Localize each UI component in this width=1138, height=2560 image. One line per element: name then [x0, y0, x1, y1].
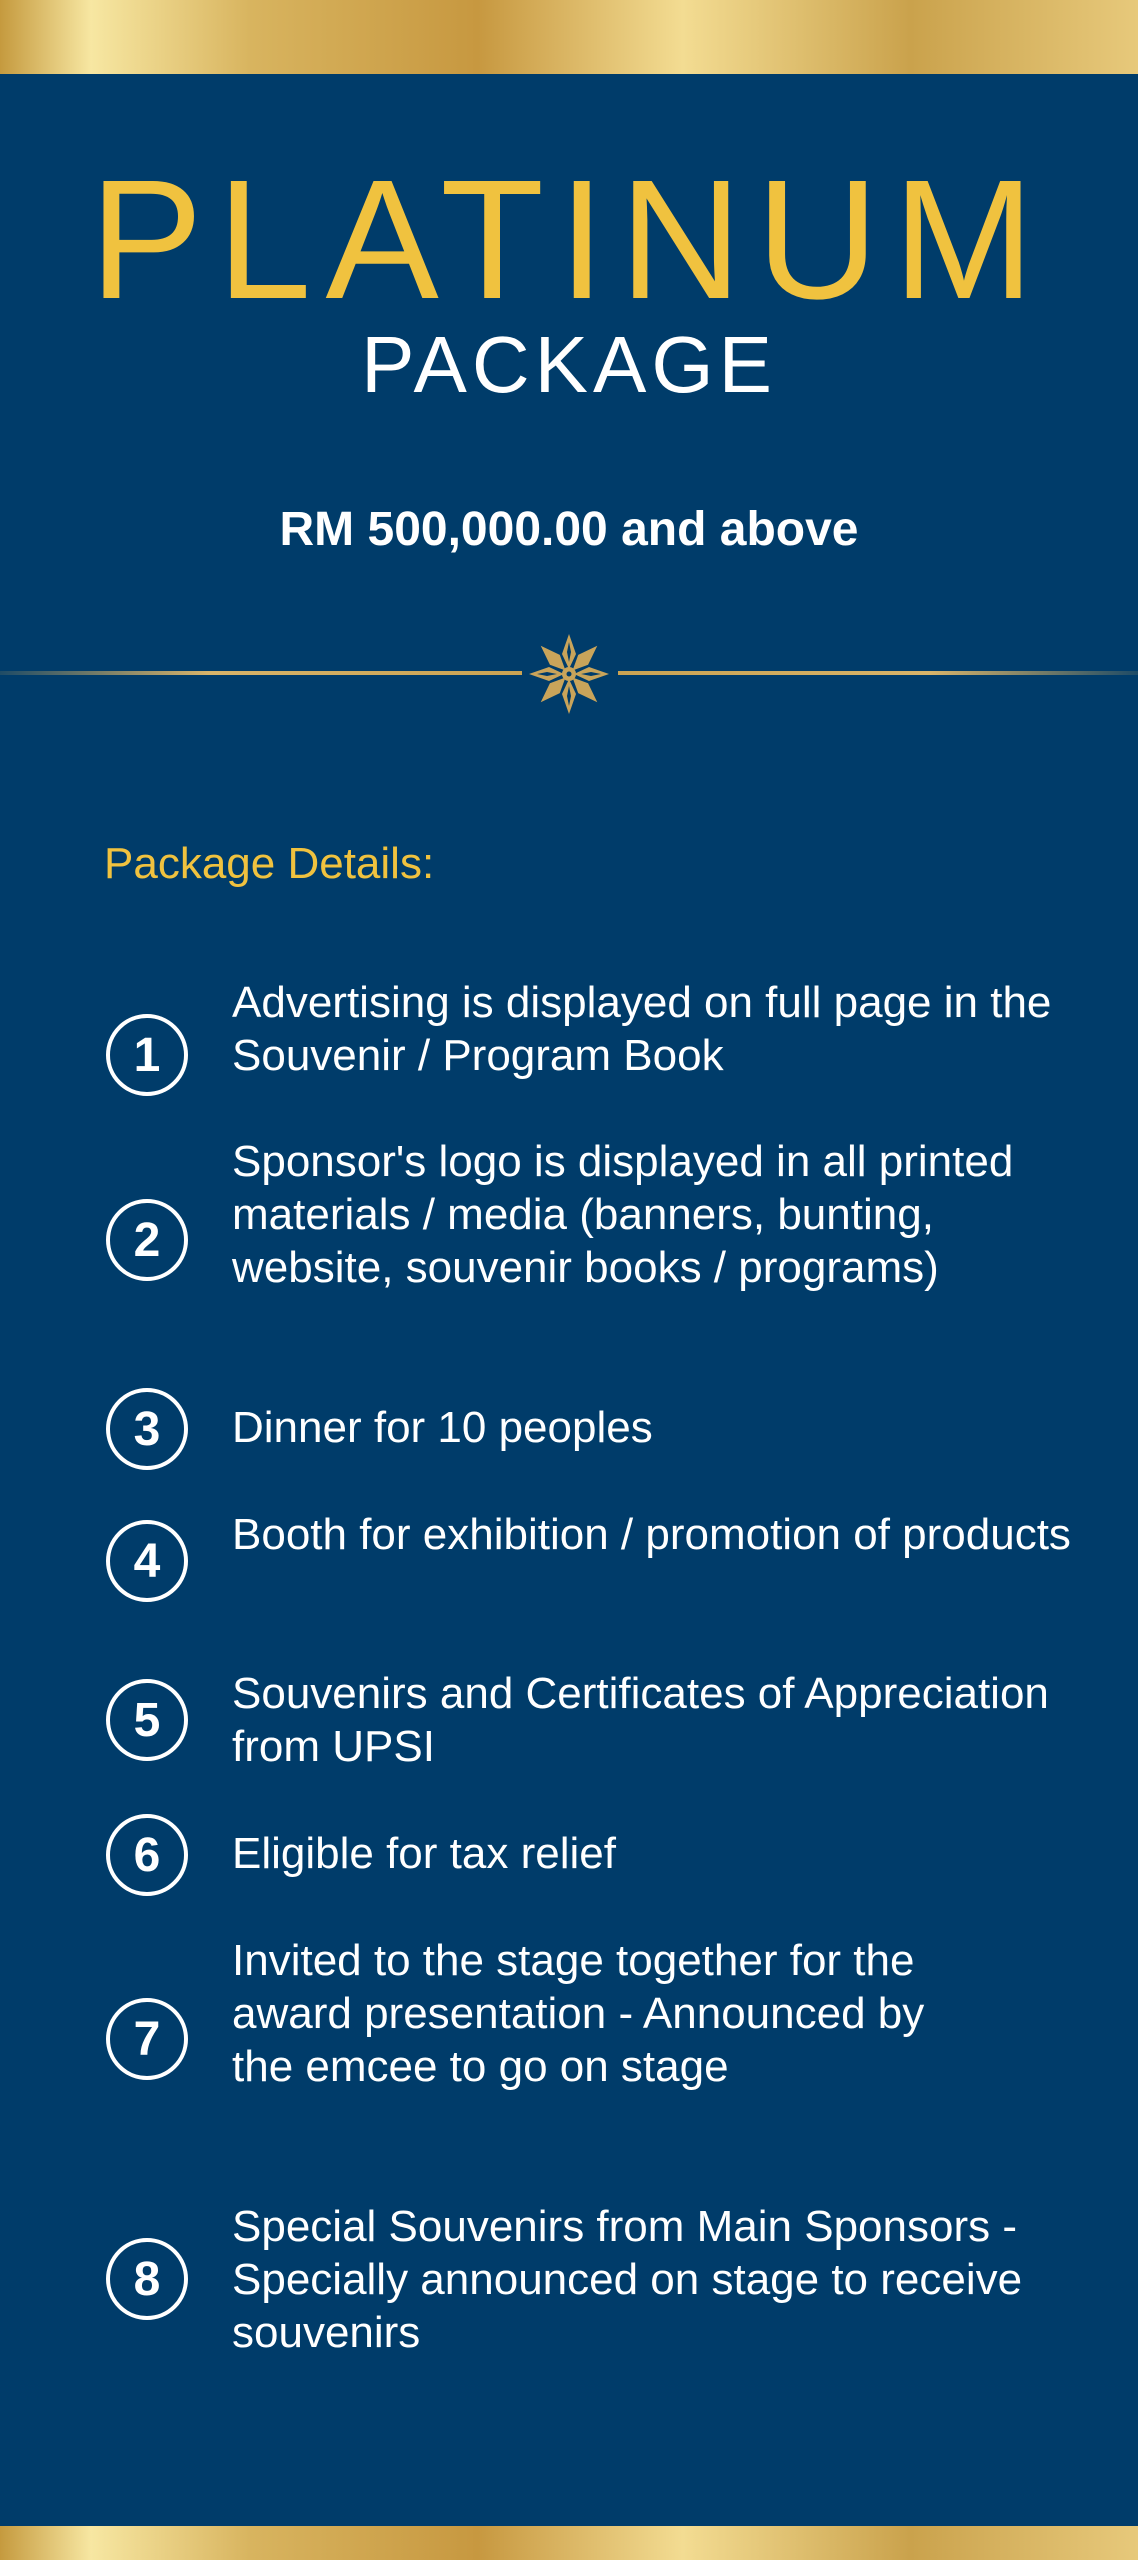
- number-badge: 4: [106, 1520, 188, 1602]
- package-details-heading: Package Details:: [104, 839, 435, 888]
- package-subtitle: PACKAGE: [361, 320, 777, 409]
- list-item-text: Advertising is displayed on full page in the Souvenir / Program Book: [232, 978, 1052, 1080]
- number-badge: 2: [106, 1199, 188, 1281]
- number-badge: 3: [106, 1388, 188, 1470]
- list-item-text: Dinner for 10 peoples: [232, 1403, 653, 1452]
- number-badge: 5: [106, 1679, 188, 1761]
- number-badge: 8: [106, 2238, 188, 2320]
- package-title: PLATINUM: [89, 145, 1049, 335]
- bottom-gold-border: [0, 2526, 1138, 2560]
- package-price: RM 500,000.00 and above: [279, 503, 859, 556]
- list-item-text: Booth for exhibition / promotion of products: [232, 1510, 1071, 1559]
- list-item-text: Souvenirs and Certificates of Appreciation from UPSI: [232, 1669, 1049, 1771]
- number-badge: 1: [106, 1014, 188, 1096]
- number-badge: 7: [106, 1998, 188, 2080]
- list-item-text: Special Souvenirs from Main Sponsors - Specially announced on stage to receive souvenirs: [232, 2202, 1023, 2357]
- divider-right: [618, 671, 1138, 675]
- list-item-text: Sponsor's logo is displayed in all printed materials / media (banners, bunting, website, souvenir books / programs): [232, 1137, 1014, 1292]
- top-gold-border: [0, 0, 1138, 74]
- divider-left: [0, 671, 522, 675]
- number-badge: 6: [106, 1814, 188, 1896]
- snowflake-ornament-icon: [524, 630, 614, 718]
- list-item-text: Invited to the stage together for the award presentation - Announced by the emcee to go on stage: [232, 1936, 925, 2091]
- list-item-text: Eligible for tax relief: [232, 1829, 616, 1878]
